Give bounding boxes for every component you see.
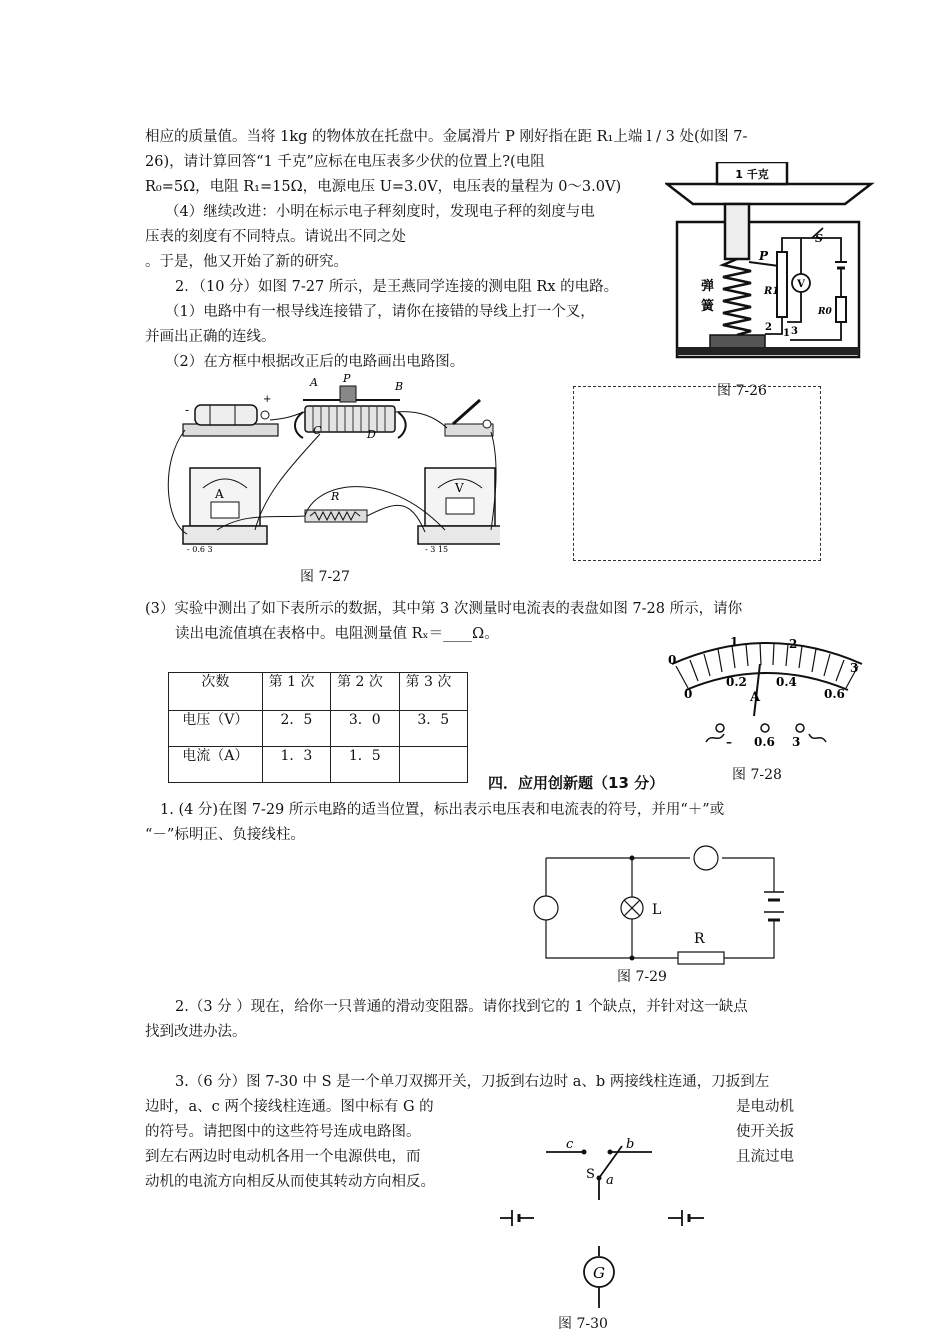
table-cell: 电压（V） — [169, 711, 263, 747]
caption-7-27: 图 7-27 — [300, 569, 350, 585]
battery-plus: + — [263, 394, 272, 405]
dial-top-3: 3 — [850, 661, 859, 675]
terminal-2: 2 — [765, 322, 772, 333]
battery-minus: - — [185, 403, 190, 417]
dial-term-06: 0.6 — [754, 735, 775, 749]
terminal-d-label: D — [367, 428, 376, 441]
terminal-3: 3 — [791, 326, 798, 337]
text-line: 压表的刻度有不同特点。请说出不同之处 — [145, 229, 406, 245]
dial-bottom-2: 0.4 — [776, 675, 797, 689]
text-line: 并画出正确的连线。 — [145, 329, 276, 345]
table-header: 第 3 次 — [399, 673, 467, 711]
figure-7-27 — [155, 372, 500, 562]
text-line: 且流过电 — [736, 1149, 794, 1165]
spring-label-2: 簧 — [701, 299, 715, 314]
text-line: 2.（3 分 ）现在，给你一只普通的滑动变阻器。请你找到它的 1 个缺点，并针对这一缺点 — [175, 999, 748, 1015]
switch-s: S — [586, 1167, 595, 1182]
text-line: （1）电路中有一根导线连接错了，请你在接错的导线上打一个叉， — [165, 304, 595, 320]
terminal-a: a — [606, 1173, 614, 1188]
dial-unit: A — [750, 690, 761, 705]
table-row — [169, 711, 468, 747]
terminal-b: b — [626, 1137, 635, 1152]
resistor-label: R — [694, 931, 705, 947]
dial-term-3: 3 — [792, 735, 801, 749]
terminal-a-label: A — [310, 376, 318, 389]
caption-7-30: 图 7-30 — [558, 1316, 608, 1332]
caption-7-29: 图 7-29 — [617, 969, 667, 985]
table-cell: 1．3 — [262, 747, 330, 783]
caption-7-28: 图 7-28 — [732, 767, 782, 783]
terminal-1: 1 — [783, 328, 790, 339]
voltmeter-terminals: - 3 15 — [425, 545, 449, 554]
voltmeter-label: V — [797, 279, 805, 290]
answer-box[interactable] — [573, 386, 821, 561]
dial-top-0: 0 — [668, 653, 677, 667]
caption-7-26: 图 7-26 — [717, 383, 767, 399]
text-line: R₀=5Ω，电阻 R₁=15Ω，电源电压 U=3.0V，电压表的量程为 0～3.0V) — [145, 179, 622, 195]
dial-top-2: 2 — [789, 637, 798, 651]
text-line: （4）继续改进：小明在标示电子秤刻度时，发现电子秤的刻度与电 — [165, 204, 595, 220]
section-heading: 四．应用创新题（13 分） — [488, 774, 665, 792]
table-cell: 电流（A） — [169, 747, 263, 783]
figure-7-28 — [664, 634, 870, 762]
text-line: 找到改进办法。 — [145, 1024, 247, 1040]
text-line: 读出电流值填在表格中。电阻测量值 Rₓ＝____Ω。 — [175, 626, 499, 642]
text-line: 26)，请计算回答“1 千克”应标在电压表多少伏的位置上?(电阻 — [145, 154, 545, 170]
table-header: 第 1 次 — [262, 673, 330, 711]
table-cell: 3．0 — [331, 711, 399, 747]
text-line: 2．（10 分）如图 7-27 所示，是王燕同学连接的测电阻 Rx 的电路。 — [175, 279, 619, 295]
table-cell: 1．5 — [331, 747, 399, 783]
table-cell-empty[interactable] — [399, 747, 467, 783]
terminal-c: c — [566, 1137, 574, 1152]
table-row — [169, 747, 468, 783]
switch-label: S — [815, 232, 823, 245]
text-line: 使开关扳 — [736, 1124, 794, 1140]
ammeter-terminals: - 0.6 3 — [187, 545, 213, 554]
slider-label: P — [759, 249, 769, 263]
text-line: 的符号。请把图中的这些符号连成电路图。 — [145, 1124, 421, 1140]
table-header: 第 2 次 — [331, 673, 399, 711]
motor-g: G — [593, 1264, 605, 1282]
text-line: 到左右两边时电动机各用一个电源供电，而 — [145, 1149, 421, 1165]
text-line: “－”标明正、负接线柱。 — [145, 827, 305, 843]
r1-label: R1 — [764, 286, 780, 297]
table-cell: 2．5 — [262, 711, 330, 747]
data-table — [168, 672, 468, 783]
dial-bottom-3: 0.6 — [824, 687, 845, 701]
dial-bottom-0: 0 — [684, 687, 693, 701]
terminal-b-label: B — [395, 380, 404, 393]
figure-7-29 — [528, 840, 790, 965]
table-header: 次数 — [169, 673, 263, 711]
dial-term-minus: – — [726, 735, 732, 749]
text-line: 1. (4 分)在图 7-29 所示电路的适当位置，标出表示电压表和电流表的符号，并用“＋”或 — [160, 802, 725, 818]
slider-p-label: P — [343, 372, 351, 385]
text-line: 是电动机 — [736, 1099, 794, 1115]
voltmeter-label: V — [455, 481, 464, 495]
spring-label-1: 弹 — [701, 279, 715, 294]
text-line: 。于是，他又开始了新的研究。 — [145, 254, 348, 270]
terminal-c-label: C — [313, 424, 322, 437]
lamp-label: L — [652, 902, 662, 918]
figure-7-26 — [665, 162, 875, 374]
figure-7-30 — [492, 1128, 724, 1318]
resistor-r-label: R — [331, 490, 340, 503]
text-line: 动机的电流方向相反从而使其转动方向相反。 — [145, 1174, 435, 1190]
text-line: 边时，a、c 两个接线柱连通。图中标有 G 的 — [145, 1099, 434, 1115]
text-line: (3）实验中测出了如下表所示的数据，其中第 3 次测量时电流表的表盘如图 7-28 所示，请你 — [145, 601, 743, 617]
ammeter-label: A — [215, 487, 224, 501]
text-line: （2）在方框中根据改正后的电路画出电路图。 — [165, 354, 465, 370]
tray-label: 1 千克 — [735, 168, 769, 181]
text-line: 相应的质量值。当将 1kg 的物体放在托盘中。金属滑片 P 刚好指在距 R₁上端 l / 3 处(如图 7- — [145, 129, 748, 145]
r0-label: R0 — [818, 307, 832, 317]
text-line: 3.（6 分）图 7-30 中 S 是一个单刀双掷开关，刀扳到右边时 a、b 两接线柱连通，刀扳到左 — [175, 1074, 770, 1090]
dial-top-1: 1 — [730, 635, 739, 649]
dial-bottom-1: 0.2 — [726, 675, 747, 689]
table-cell: 3．5 — [399, 711, 467, 747]
